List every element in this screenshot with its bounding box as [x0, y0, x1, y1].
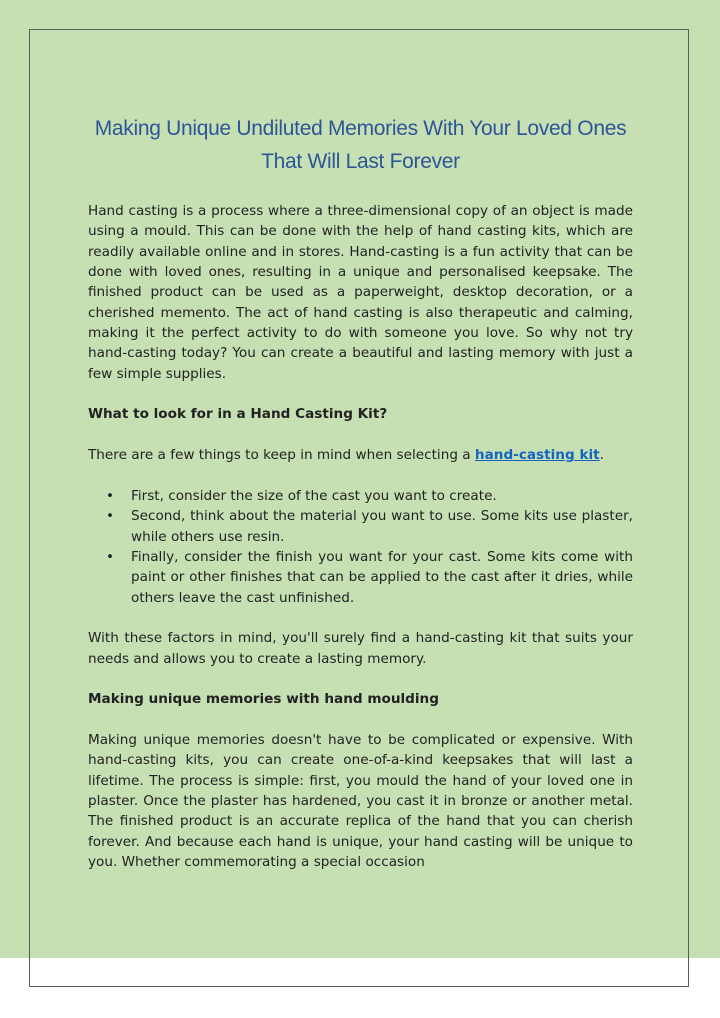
list-item-text: First, consider the size of the cast you want to create. [131, 487, 497, 504]
kit-lead-end: . [599, 447, 604, 464]
section-heading-kit: What to look for in a Hand Casting Kit? [88, 406, 388, 423]
section-heading-memories: Making unique memories with hand moulding [88, 691, 439, 708]
memories-paragraph: Making unique memories doesn't have to be complicated or expensive. With hand-casting kits, you can create one-of-a-kind keepsakes that will last a lifetime. The process is simple: first, you mould the hand of your loved one in plaster. Once the plaster has hardened, you cast it in bronze or another metal. The finished product is an accurate replica of the hand that you can cherish forever. And because each hand is unique, your hand casting will be unique to you. Whether commemorating a special occasion [88, 731, 633, 870]
document-title: Making Unique Undiluted Memories With Your Loved Ones That Will Last Forever [94, 117, 627, 173]
list-item-text: Finally, consider the finish you want for your cast. Some kits come with paint or other finishes that can be applied to the cast after it dries, while others leave the cast unfinished. [131, 548, 633, 606]
kit-closing-paragraph: With these factors in mind, you'll surely find a hand-casting kit that suits your needs and allows you to create a lasting memory. [88, 630, 633, 667]
list-item-text: Second, think about the material you want to use. Some kits use plaster, while others use resin. [131, 508, 633, 545]
bullet-icon: • [106, 508, 115, 525]
bullet-icon: • [106, 548, 115, 565]
kit-tips-list [88, 486, 633, 608]
kit-lead-text: There are a few things to keep in mind when selecting a [88, 447, 475, 464]
list-item [106, 547, 633, 608]
document-content [88, 112, 633, 893]
kit-lead-paragraph [88, 445, 633, 465]
list-item [106, 506, 633, 547]
intro-paragraph: Hand casting is a process where a three-dimensional copy of an object is made using a mould. This can be done with the help of hand casting kits, which are readily available online and in stores. Hand-casting is a fun activity that can be done with loved ones, resulting in a unique and personalised keepsake. The finished product can be used as a paperweight, desktop decoration, or a cherished memento. The act of hand casting is also therapeutic and calming, making it the perfect activity to do with someone you love. So why not try hand-casting today? You can create a beautiful and lasting memory with just a few simple supplies. [88, 203, 633, 382]
list-item [106, 486, 633, 506]
bullet-icon: • [106, 487, 115, 504]
hand-casting-kit-link[interactable]: hand-casting kit [474, 447, 600, 464]
